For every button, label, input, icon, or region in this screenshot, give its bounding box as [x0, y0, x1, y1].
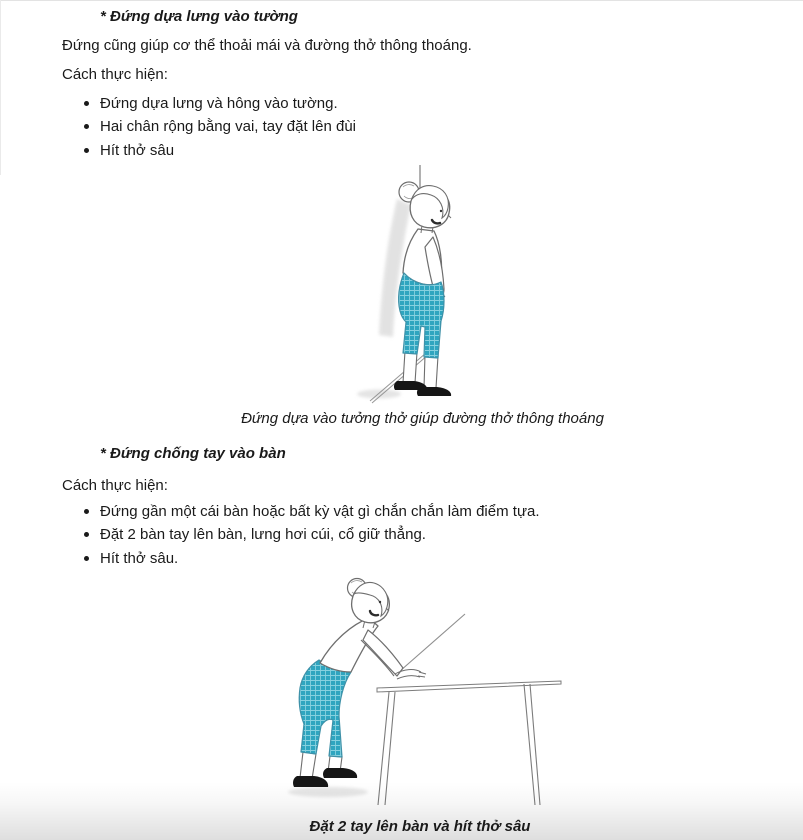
steps-label: Cách thực hiện: [62, 477, 168, 494]
steps-label: Cách thực hiện: [62, 66, 168, 83]
section-heading-table: * Đứng chống tay vào bàn [100, 445, 286, 462]
page-left-border [0, 0, 1, 175]
figure-caption-wall: Đứng dựa vào tưởng thở giúp đường thở thông thoáng [241, 410, 604, 427]
step-item: Hai chân rộng bằng vai, tay đặt lên đùi [100, 115, 356, 138]
pants [299, 660, 351, 757]
step-item: Đặt 2 bàn tay lên bàn, lưng hơi cúi, cổ giữ thẳng. [100, 523, 540, 546]
step-item: Hít thở sâu [100, 139, 356, 162]
step-item: Đứng dựa lưng và hông vào tường. [100, 92, 356, 115]
figure-standing-against-wall [337, 163, 512, 408]
steps-list-table [100, 500, 540, 570]
step-item: Đứng gần một cái bàn hoặc bất kỳ vật gì chắn chắn làm điểm tựa. [100, 500, 540, 523]
figure-caption-table: Đặt 2 tay lên bàn và hít thở sâu [309, 818, 531, 835]
intro-paragraph: Đứng cũng giúp cơ thể thoải mái và đường thở thông thoáng. [62, 37, 472, 54]
figure-hands-on-table [273, 568, 563, 808]
shoes [394, 381, 451, 396]
hands-on-table-illustration [273, 568, 563, 808]
eye [379, 601, 381, 603]
section-heading-wall: * Đứng dựa lưng vào tường [100, 8, 298, 25]
standing-against-wall-illustration [337, 163, 512, 408]
head [348, 579, 390, 623]
eye [440, 210, 442, 212]
bottom-fade-strip [0, 782, 803, 840]
step-item: Hít thở sâu. [100, 547, 540, 570]
steps-list-wall [100, 92, 356, 162]
diagonal-line [400, 614, 465, 671]
page-top-border [0, 0, 803, 1]
pants [399, 273, 444, 358]
arm-front [363, 630, 403, 676]
